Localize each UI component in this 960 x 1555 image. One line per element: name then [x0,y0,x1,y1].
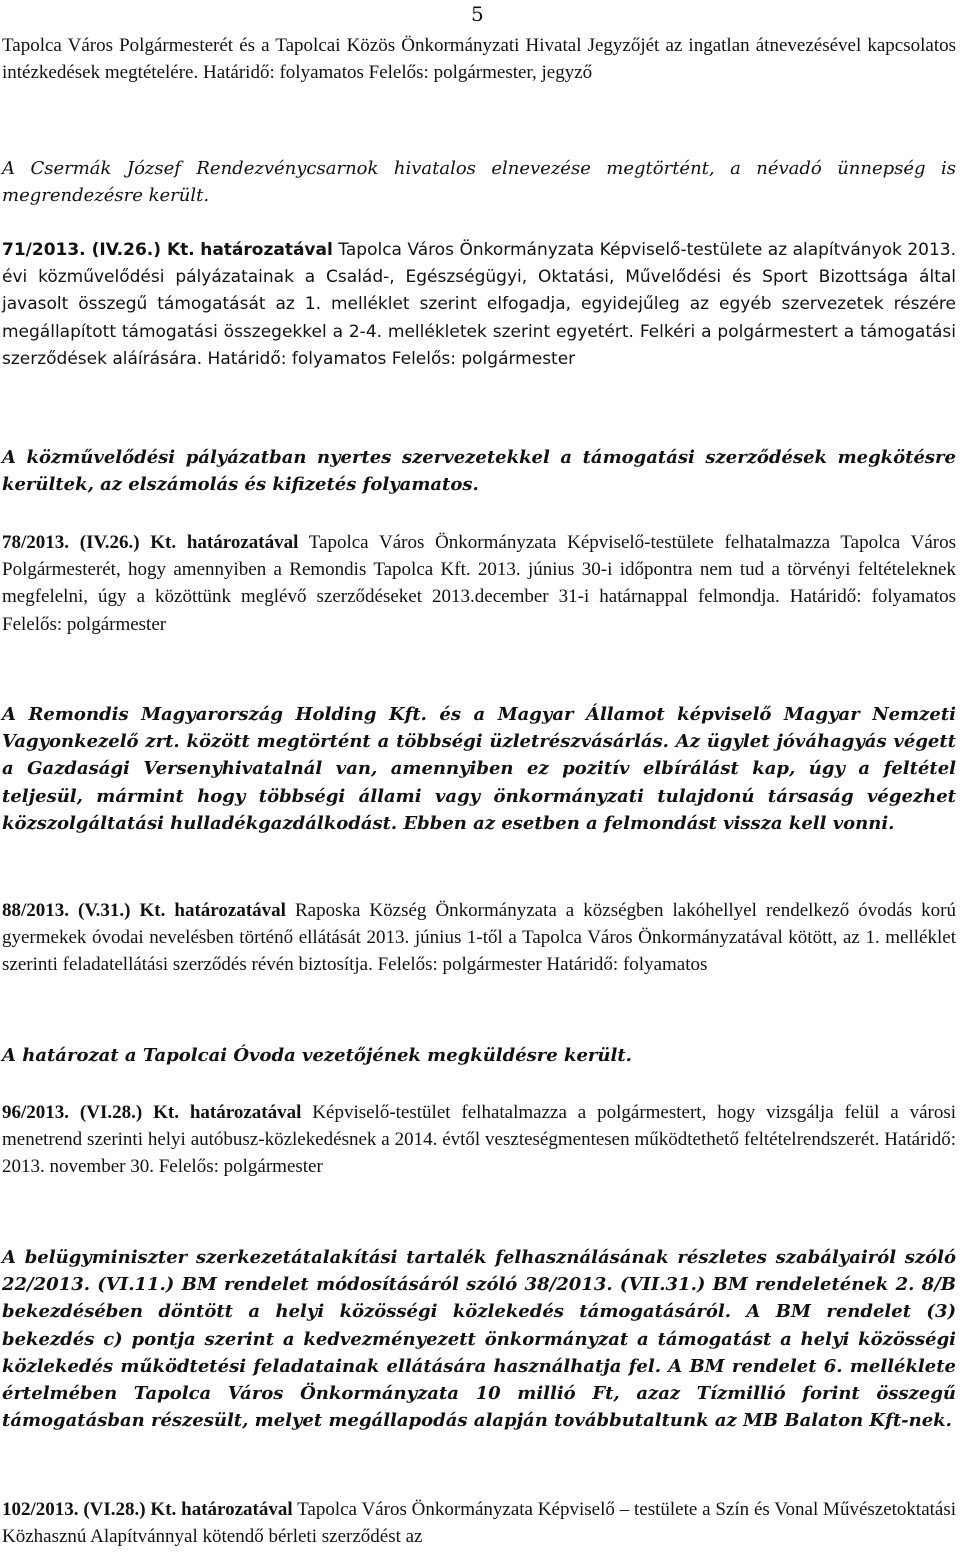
resolution-number: 88/2013. (V.31.) Kt. [2,900,166,921]
note-text: A határozat a Tapolcai Óvoda vezetőjének megküldésre került. [2,1045,632,1066]
resolution-number: 102/2013. (VI.28.) Kt. [2,1499,177,1520]
note-text: A közművelődési pályázatban nyertes szervezetekkel a támogatási szerződések megkötésre kerültek, az elszámolás és kifizetés folyamatos. [2,447,956,496]
resolution-keyword: határozatával [181,1499,293,1520]
resolution-text: Tapolca Város Önkormányzata Képviselő-testülete az alapítványok 2013. évi közművelődési pályázatainak a Család-, Egészségügyi, Oktatási, Művelődési és Sport Bizottsága által javasolt összegű támogatását az 1. melléklet szerint elfogadja, egyidejűleg az egyéb szervezetek részére megállapított támogatási összegekkel a 2-4. mellékletek szerint egyetért. Felkéri a polgármestert a támogatási szerződések aláírására. Határidő: folyamatos Felelős: polgármester [2,240,957,369]
resolution-71-2013 [2,237,956,373]
implementation-note-5 [2,1244,956,1434]
implementation-note-2 [2,444,956,498]
resolution-keyword: határozatával [174,900,286,921]
note-text: A Csermák József Rendezvénycsarnok hivatalos elnevezése megtörtént, a névadó ünnepség is megrendezésre került. [2,158,956,207]
resolution-number: 96/2013. (VI.28.) Kt. [2,1102,179,1123]
resolution-number: 71/2013. (IV.26.) Kt. [2,240,195,260]
implementation-note-4 [2,1042,956,1069]
resolution-keyword: határozatával [186,532,299,553]
resolution-text: Tapolca Város Önkormányzata Képviselő – testülete a Szín és Vonal Művészetoktatási Közhasznú Alapítvánnyal kötendő bérleti szerződést az [2,1499,957,1548]
implementation-note-1 [2,155,956,209]
resolution-88-2013 [2,897,956,979]
resolution-78-2013 [2,529,956,638]
resolution-text: Képviselő-testület felhatalmazza a polgármestert, hogy vizsgálja felül a városi menetrend szerinti helyi autóbusz-közlekedésnek a 2014. évtől veszteségmentesen működtethető feltételrendszerét. Határidő: 2013. november 30. Felelős: polgármester [2,1102,957,1178]
resolution-text: Raposka Község Önkormányzata a községben lakóhellyel rendelkező óvodás korú gyermekek óvodai nevelésben történő ellátását 2013. június 1-től a Tapolca Város Önkormányzatával kötött, az 1. melléklet szerinti feladatellátási szerződés révén biztosítja. Felelős: polgármester Határidő: folyamatos [2,900,956,976]
paragraph-continuation [2,32,956,86]
page-number: 5 [471,2,484,26]
note-text: A Remondis Magyarország Holding Kft. és a Magyar Államot képviselő Magyar Nemzeti Vagyonkezelő zrt. között megtörtént a többségi üzletrészvásárlás. Az ügylet jóváhagyás végett a Gazdasági Versenyhivatalnál van, amennyiben ez pozitív elbírálást kap, úgy a feltétel teljesül, mármint hogy többségi állami vagy önkormányzati tulajdonú társaság végezhet közszolgáltatási hulladékgazdálkodást. Ebben az esetben a felmondást vissza kell vonni. [2,704,956,834]
resolution-keyword: határozatával [200,240,333,260]
resolution-keyword: határozatával [189,1102,302,1123]
paragraph-text: Tapolca Város Polgármesterét és a Tapolcai Közös Önkormányzati Hivatal Jegyzőjét az ingatlan átnevezésével kapcsolatos intézkedések megtételére. Határidő: folyamatos Felelős: polgármester, jegyző [2,35,956,84]
note-text: A belügyminiszter szerkezetátalakítási tartalék felhasználásának részletes szabályairól szóló 22/2013. (VI.11.) BM rendelet módosításáról szóló 38/2013. (VII.31.) BM rendeletének 2. 8/B bekezdésében döntött a helyi közösségi közlekedés támogatásáról. A BM rendelet (3) bekezdés c) pontja szerint a kedvezményezett önkormányzat a támogatást a helyi közösségi közlekedés működtetési feladatainak ellátására használhatja fel. A BM rendelet 6. melléklete értelmében Tapolca Város Önkormányzata 10 millió Ft, azaz Tízmillió forint összegű támogatásban részesült, melyet megállapodás alapján továbbutaltunk az MB Balaton Kft-nek. [2,1247,956,1432]
resolution-102-2013 [2,1496,956,1550]
resolution-96-2013 [2,1099,956,1181]
resolution-text: Tapolca Város Önkormányzata Képviselő-testülete felhatalmazza Tapolca Város Polgármesterét, hogy amennyiben a Remondis Tapolca Kft. 2013. június 30-i időpontra nem tud a törvényi feltételeknek megfelelni, úgy a közöttünk meglévő szerződéseket 2013.december 31-i határnappal felmondja. Határidő: folyamatos Felelős: polgármester [2,532,956,635]
resolution-number: 78/2013. (IV.26.) Kt. [2,532,177,553]
implementation-note-3 [2,701,956,837]
